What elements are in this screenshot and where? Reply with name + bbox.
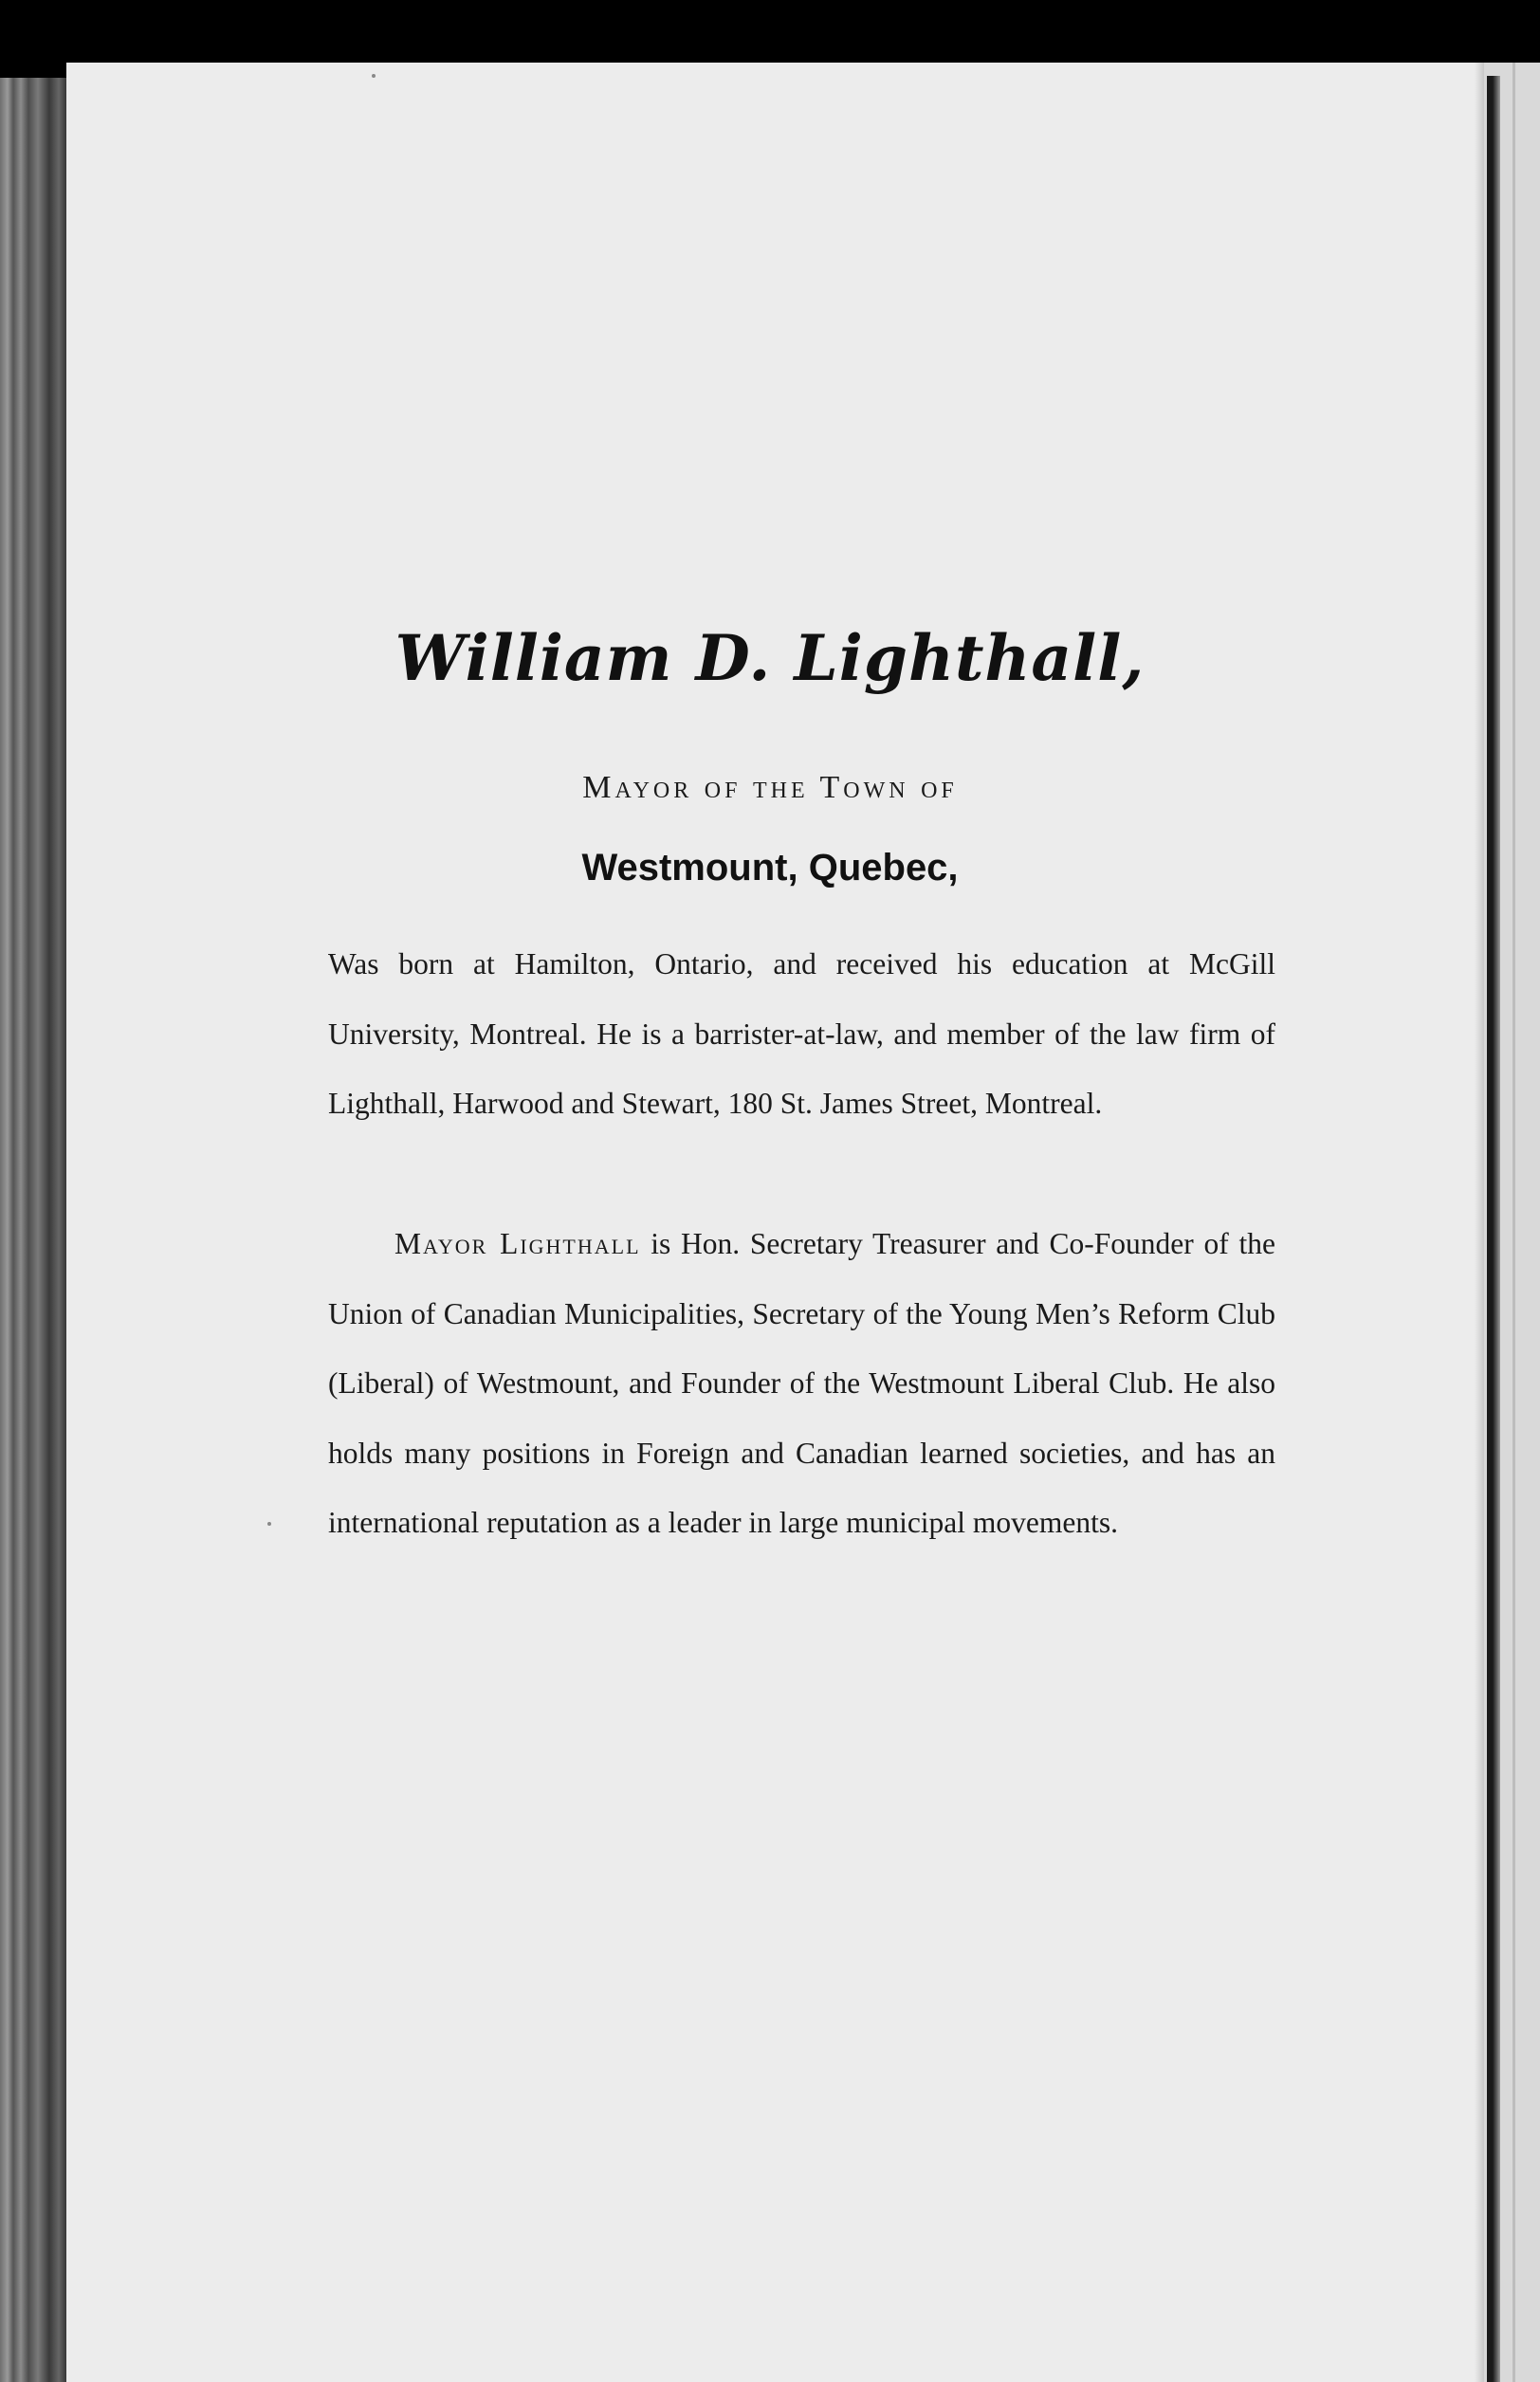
paragraph-lead-name: Mayor Lighthall: [394, 1227, 641, 1260]
dust-speck: [372, 74, 376, 78]
page-fold-shadow: [1475, 63, 1484, 2382]
page-title: William D. Lighthall,: [394, 621, 1146, 695]
page-edge-shadow: [1487, 76, 1500, 2382]
subtitle-office: Mayor of the Town of: [582, 770, 958, 805]
book-binding-edge: [0, 78, 68, 2382]
dust-speck: [267, 1522, 271, 1526]
paragraph-positions-text: is Hon. Secretary Treasurer and Co-Founder of the Union of Canadian Municipalities, Secretary of the Young Men’s Reform Club (Liberal) of Westmount, and Founder of the Westmount Liberal Club. He also holds many positions in Foreign and Canadian learned societies, and has an international reputation as a leader in large municipal movements.: [328, 1227, 1275, 1539]
paragraph-biography: Was born at Hamilton, Ontario, and received his education at McGill University, Montreal. He is a barrister-at-law, and member of the law firm of Lighthall, Harwood and Stewart, 180 St. James Street, Montreal.: [328, 947, 1275, 1120]
paragraph-positions: [328, 1209, 1275, 1558]
subtitle-place: Westmount, Quebec,: [581, 847, 959, 889]
page-edge-line: [1512, 63, 1515, 2382]
